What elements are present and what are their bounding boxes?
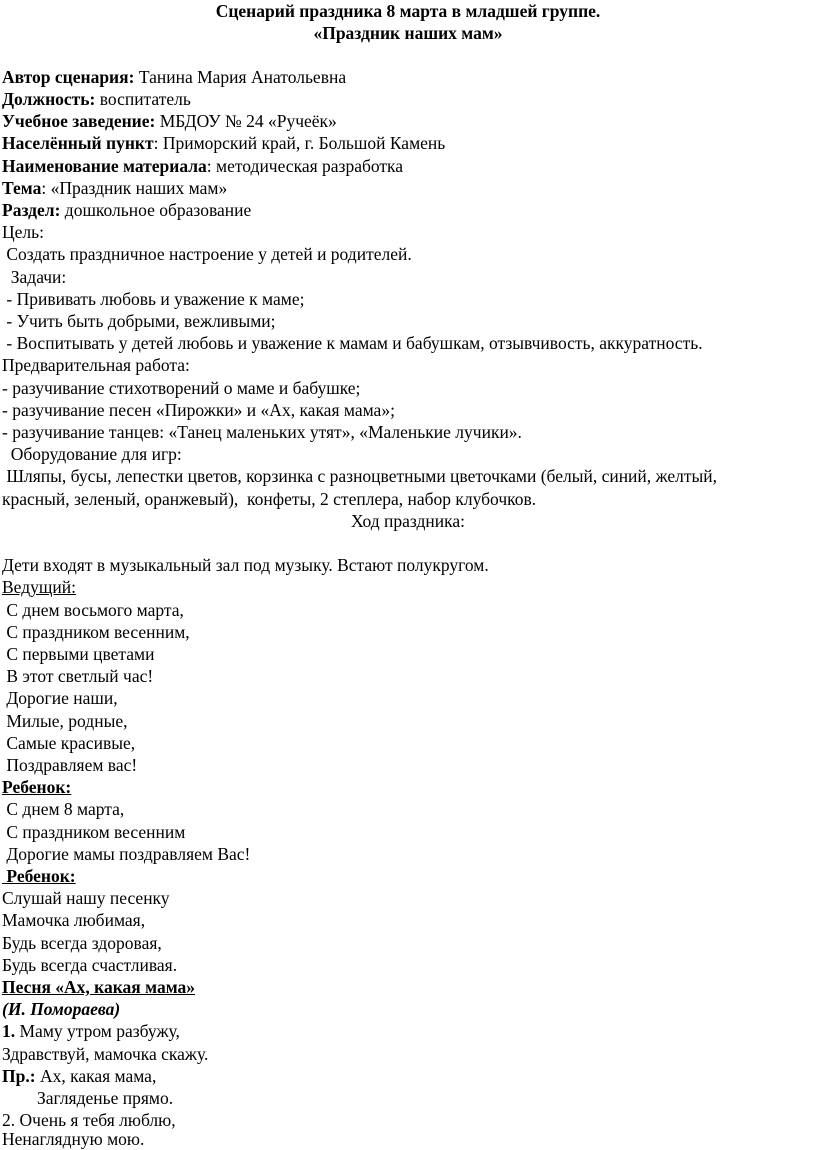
child-poem-line: Будь всегда здоровая, [2, 933, 162, 953]
chorus-text: Ах, какая мама, [35, 1066, 157, 1086]
song-verse-line [2, 1020, 180, 1042]
host-poem-line: С первыми цветами [2, 644, 155, 664]
song-chorus-line: Загляденье прямо. [2, 1088, 174, 1108]
meta-place-value: : Приморский край, г. Большой Камень [153, 133, 446, 153]
course-heading: Ход праздника: [350, 511, 466, 531]
meta-section [2, 199, 251, 221]
song-verse-line: Здравствуй, мамочка скажу. [2, 1044, 209, 1064]
song-chorus-line [2, 1065, 156, 1087]
child-poem-line: Слушай нашу песенку [2, 888, 170, 908]
host-poem-line: С праздником весенним, [2, 622, 190, 642]
song-title: Песня «Ах, какая мама» [2, 977, 196, 997]
equipment-text: красный, зеленый, оранжевый), конфеты, 2 степлера, набор клубочков. [2, 489, 537, 509]
meta-section-value: дошкольное образование [60, 200, 252, 220]
meta-topic-value: : «Праздник наших мам» [41, 178, 228, 198]
verse-number: 1. [2, 1021, 16, 1041]
chorus-label: Пр.: [2, 1066, 36, 1086]
child-label: Ребенок: [2, 866, 76, 886]
goal-text: Создать праздничное настроение у детей и родителей. [2, 244, 412, 264]
meta-material-label: Наименование материала [2, 156, 207, 176]
prep-heading: Предварительная работа: [2, 355, 190, 375]
song-author: (И. Помораева) [2, 999, 121, 1019]
host-poem-line: Дорогие наши, [2, 688, 118, 708]
meta-topic [2, 177, 227, 199]
document-title-line-1: Сценарий праздника 8 марта в младшей группе. [215, 1, 601, 21]
equipment-text: Шляпы, бусы, лепестки цветов, корзинка с разноцветными цветочками (белый, синий, желтый, [2, 466, 718, 486]
meta-author [2, 66, 346, 88]
meta-section-label: Раздел: [2, 200, 61, 220]
child-label: Ребенок: [2, 777, 72, 797]
host-poem-line: С днем восьмого марта, [2, 600, 184, 620]
entry-text: Дети входят в музыкальный зал под музыку. Встают полукругом. [2, 555, 489, 575]
child-poem-line: Будь всегда счастливая. [2, 955, 178, 975]
prep-item: - разучивание стихотворений о маме и бабушке; [2, 378, 361, 398]
meta-school-value: МБДОУ № 24 «Ручеёк» [155, 111, 337, 131]
meta-position-value: воспитатель [95, 89, 191, 109]
meta-author-value: Танина Мария Анатольевна [134, 67, 347, 87]
host-poem-line: В этот светлый час! [2, 666, 154, 686]
equipment-heading: Оборудование для игр: [2, 444, 182, 464]
host-poem-line: Милые, родные, [2, 711, 128, 731]
child-poem-line: С днем 8 марта, [2, 799, 125, 819]
task-item: - Прививать любовь и уважение к маме; [2, 289, 305, 309]
child-poem-line: С праздником весенним [2, 822, 186, 842]
tasks-heading: Задачи: [2, 267, 67, 287]
meta-school-label: Учебное заведение: [2, 111, 156, 131]
prep-item: - разучивание песен «Пирожки» и «Ах, какая мама»; [2, 400, 395, 420]
task-item: - Учить быть добрыми, вежливыми; [2, 311, 276, 331]
child-poem-line: Мамочка любимая, [2, 910, 146, 930]
task-item: - Воспитывать у детей любовь и уважение к мамам и бабушкам, отзывчивость, аккуратность. [2, 333, 703, 353]
prep-item: - разучивание танцев: «Танец маленьких утят», «Маленькие лучики». [2, 422, 522, 442]
document-title-line-2: «Праздник наших мам» [313, 23, 503, 43]
verse-text: Маму утром разбужу, [15, 1021, 180, 1041]
host-poem-line: Самые красивые, [2, 733, 136, 753]
song-verse-line: Ненаглядную мою. [2, 1129, 145, 1149]
meta-author-label: Автор сценария: [2, 67, 135, 87]
meta-position [2, 88, 191, 110]
meta-school [2, 110, 337, 132]
meta-place-label: Населённый пункт [2, 133, 154, 153]
meta-material [2, 155, 403, 177]
goal-heading: Цель: [2, 222, 44, 242]
song-verse-line: 2. Очень я тебя люблю, [2, 1110, 176, 1130]
host-label: Ведущий: [2, 577, 76, 597]
meta-place [2, 132, 445, 154]
meta-position-label: Должность: [2, 89, 96, 109]
meta-material-value: : методическая разработка [206, 156, 404, 176]
host-poem-line: Поздравляем вас! [2, 755, 138, 775]
child-poem-line: Дорогие мамы поздравляем Вас! [2, 844, 251, 864]
meta-topic-label: Тема [2, 178, 42, 198]
